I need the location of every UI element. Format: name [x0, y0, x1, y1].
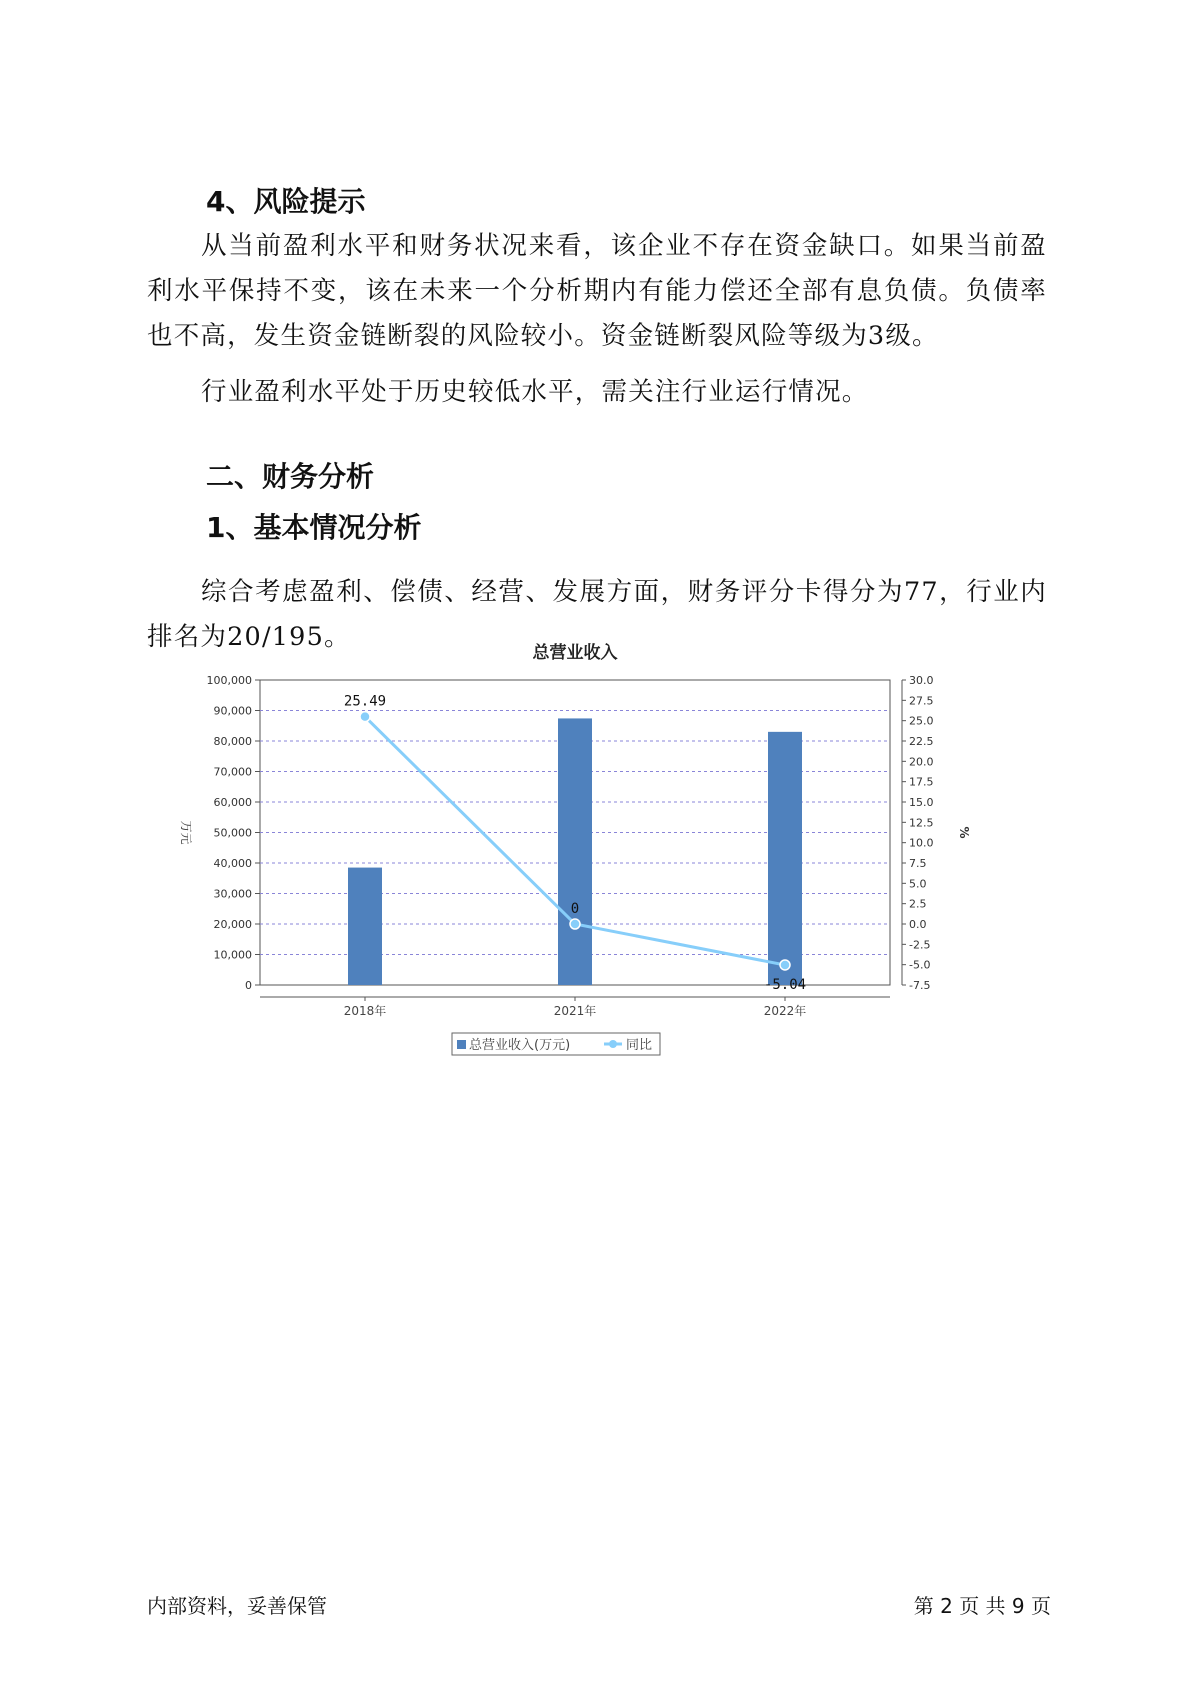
- right-tick-label: 0.0: [909, 918, 927, 931]
- right-tick-label: 15.0: [909, 796, 934, 809]
- section-heading-risk: 4、风险提示: [206, 185, 366, 218]
- revenue-bar: [348, 868, 382, 985]
- y-tick-label: 100,000: [206, 674, 252, 687]
- chart-title: 总营业收入: [532, 643, 618, 663]
- right-tick-label: 12.5: [909, 816, 934, 830]
- right-tick-label: -5.0: [909, 958, 931, 972]
- right-tick-label: 10.0: [909, 836, 934, 850]
- y-tick-label: 70,000: [213, 765, 252, 779]
- y-axis-label: 万元: [179, 820, 193, 845]
- right-tick-label: 20.0: [909, 755, 934, 769]
- right-tick-label: 5.0: [909, 877, 927, 891]
- footer-page-number: 第 2 页 共 9 页: [913, 1594, 1051, 1618]
- right-tick-label: 7.5: [909, 857, 927, 870]
- yoy-point: [570, 919, 580, 929]
- x-tick-label: 2018年: [343, 1004, 387, 1018]
- y-tick-label: 90,000: [213, 704, 252, 718]
- y-tick-label: 60,000: [213, 796, 252, 809]
- yoy-point: [360, 712, 370, 722]
- yoy-data-label: 0: [570, 901, 580, 917]
- footer-confidential: 内部资料，妥善保管: [147, 1594, 327, 1618]
- legend-line-marker: [609, 1040, 617, 1048]
- x-tick-label: 2022年: [763, 1004, 807, 1018]
- right-tick-label: 2.5: [909, 897, 927, 911]
- right-tick-label: 25.0: [909, 714, 934, 728]
- y-axis-right-label: %: [957, 826, 971, 839]
- basic-analysis-paragraph: 综合考虑盈利、偿债、经营、发展方面，财务评分卡得分为77，行业内排名为20/195。: [147, 577, 1047, 652]
- revenue-bar: [558, 718, 592, 985]
- legend-bar-label: 总营业收入(万元): [469, 1038, 571, 1053]
- y-tick-label: 20,000: [213, 918, 252, 931]
- risk-paragraph-1: 从当前盈利水平和财务状况来看，该企业不存在资金缺口。如果当前盈利水平保持不变，该在未来一个分析期内有能力偿还全部有息负债。负债率也不高，发生资金链断裂的风险较小。资金链断裂风险等级为3级。: [147, 231, 1047, 351]
- revenue-chart: [170, 640, 1030, 1060]
- legend-bar-swatch: [457, 1040, 466, 1049]
- y-tick-label: 30,000: [213, 887, 252, 901]
- y-tick-label: 80,000: [213, 735, 252, 748]
- x-tick-label: 2021年: [553, 1004, 597, 1018]
- sub-heading-basic-analysis: 1、基本情况分析: [206, 511, 422, 544]
- right-tick-label: 17.5: [909, 775, 934, 789]
- yoy-data-label: 25.49: [343, 693, 387, 710]
- section-heading-financial-analysis: 二、财务分析: [206, 460, 375, 493]
- y-tick-label: 0: [245, 979, 252, 992]
- revenue-bar: [768, 732, 802, 985]
- right-tick-label: 22.5: [909, 735, 934, 748]
- yoy-point: [780, 960, 790, 970]
- y-tick-label: 50,000: [213, 826, 252, 840]
- y-tick-label: 10,000: [213, 948, 252, 962]
- legend-line-label: 同比: [626, 1038, 653, 1053]
- yoy-data-label: -5.04: [763, 976, 807, 993]
- right-tick-label: 27.5: [909, 694, 934, 708]
- risk-paragraph-2: 行业盈利水平处于历史较低水平，需关注行业运行情况。: [201, 377, 869, 407]
- y-tick-label: 40,000: [213, 857, 252, 870]
- right-tick-label: 30.0: [909, 674, 934, 687]
- right-tick-label: -2.5: [909, 938, 931, 952]
- right-tick-label: -7.5: [909, 979, 931, 992]
